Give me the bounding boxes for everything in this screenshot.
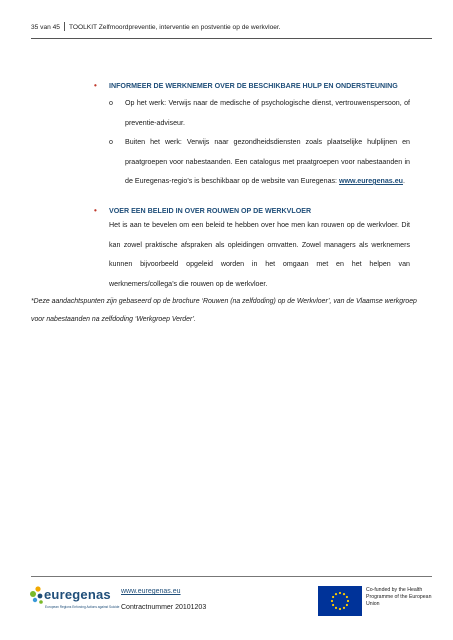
footnote: *Deze aandachtspunten zijn gebaseerd op de brochure ‘Rouwen (na zelfdoding) op de Werkvloer’, van de Vlaamse werkgroep voor nabestaanden na zelfdoding ‘Werkgroep Verder’.: [31, 298, 417, 323]
list-item: [109, 94, 410, 133]
logo-text: euregenas: [44, 587, 111, 602]
contract-number: Contractnummer 20101203: [121, 604, 207, 611]
bullet-dot-icon: •: [94, 81, 97, 90]
eu-flag-icon: [318, 586, 362, 616]
section-inform: [94, 82, 410, 192]
bullet-dot-icon: •: [94, 206, 97, 215]
circle-bullet-icon: o: [109, 138, 113, 146]
footer-url-link[interactable]: www.euregenas.eu: [121, 588, 181, 595]
page-number: 35 van 45: [31, 24, 60, 31]
section-inform-heading-text: INFORMEER DE WERKNEMER OVER DE BESCHIKBARE HULP EN ONDERSTEUNING: [109, 82, 398, 90]
document-title: TOOLKIT Zelfmoordpreventie, interventie en postventie op de werkvloer.: [68, 24, 281, 31]
section-policy-text: Het is aan te bevelen om een beleid te hebben over hoe men kan rouwen op de werkvloer. Dit kan zowel praktische afspraken als opleidingen omvatten. Zowel managers als werknemers kunnen bijvoorbeeld opgeleid worden in het omgaan met en het helpen van werknemers/collega’s die rouwen op de werkvloer.: [109, 221, 410, 288]
eu-cofunding-text: Co-funded by the Health Programme of the European Union: [366, 587, 432, 607]
footer-divider: [31, 576, 432, 577]
section-policy-heading: [94, 207, 410, 215]
list-item-text-end: .: [403, 177, 405, 185]
page-header: [31, 22, 431, 31]
logo-subtext: European Regions Enforcing Actions against Suicide: [45, 605, 120, 609]
section-policy: [94, 207, 410, 294]
header-divider: [31, 38, 432, 39]
circle-bullet-icon: o: [109, 99, 113, 107]
list-item-text: [125, 133, 410, 192]
list-item-text: Op het werk: Verwijs naar de medische of psychologische dienst, vertrouwenspersoon, of preventie-adviseur.: [125, 99, 410, 127]
euregenas-link[interactable]: www.euregenas.eu: [339, 177, 403, 185]
list-item-text-body: Buiten het werk: Verwijs naar gezondheidsdiensten zoals plaatselijke hulplijnen en praatgroepen voor nabestaanden. Een catalogus met praatgroepen voor nabestaanden in de Euregenas-regio’s is beschikbaar op de website van Euregenas:: [125, 138, 410, 185]
header-separator: [64, 22, 65, 31]
section-policy-heading-text: VOER EEN BELEID IN OVER ROUWEN OP DE WERKVLOER: [109, 207, 312, 215]
list-item: [109, 133, 410, 192]
section-inform-heading: [94, 82, 410, 90]
